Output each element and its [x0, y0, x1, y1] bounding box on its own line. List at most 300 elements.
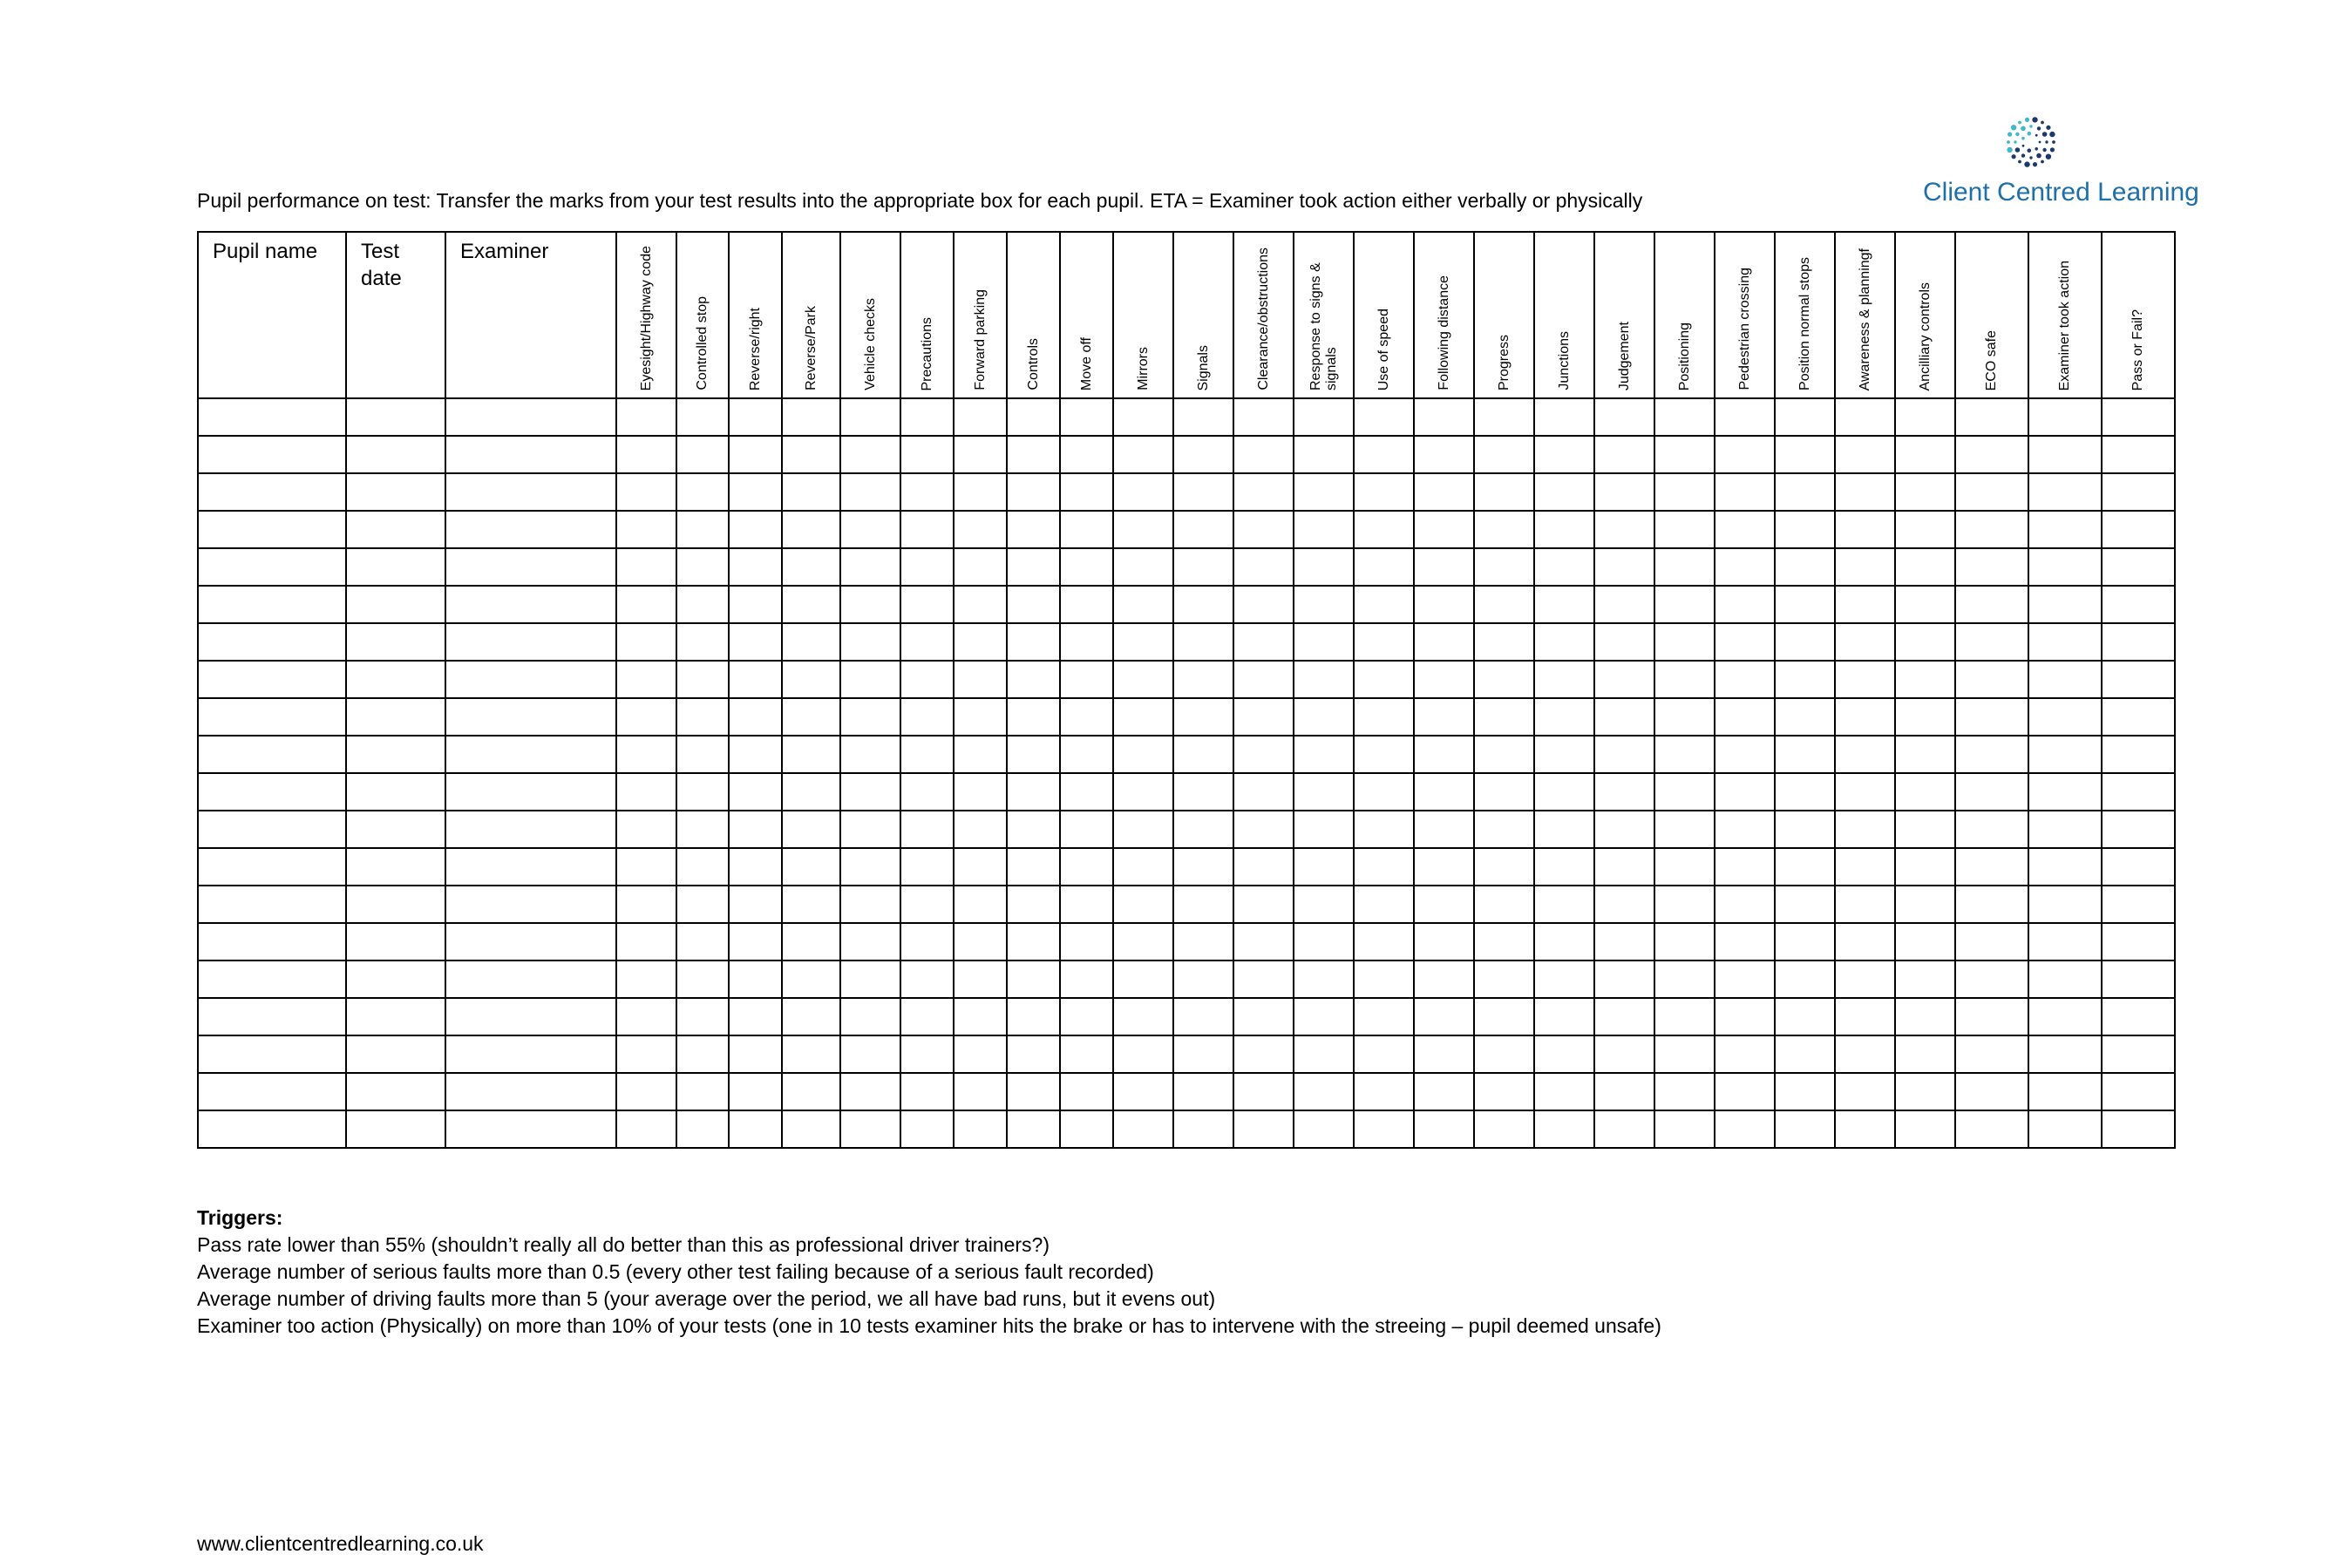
- table-cell[interactable]: [1835, 736, 1895, 773]
- table-cell[interactable]: [900, 623, 954, 661]
- table-cell[interactable]: [1173, 1110, 1233, 1148]
- table-cell[interactable]: [1895, 773, 1955, 811]
- table-cell[interactable]: [445, 398, 616, 436]
- table-cell[interactable]: [1654, 886, 1715, 923]
- table-cell[interactable]: [1354, 473, 1414, 511]
- table-cell[interactable]: [1354, 960, 1414, 998]
- table-cell[interactable]: [1534, 698, 1594, 736]
- table-cell[interactable]: [616, 473, 676, 511]
- table-cell[interactable]: [1715, 398, 1775, 436]
- table-cell[interactable]: [445, 1110, 616, 1148]
- table-cell[interactable]: [954, 811, 1007, 848]
- table-cell[interactable]: [1060, 623, 1113, 661]
- table-cell[interactable]: [1007, 586, 1060, 623]
- table-cell[interactable]: [840, 511, 900, 548]
- table-cell[interactable]: [900, 736, 954, 773]
- table-cell[interactable]: [2102, 586, 2175, 623]
- table-cell[interactable]: [1534, 436, 1594, 473]
- table-cell[interactable]: [782, 923, 840, 960]
- table-cell[interactable]: [1173, 548, 1233, 586]
- table-cell[interactable]: [1294, 436, 1354, 473]
- table-cell[interactable]: [1294, 1073, 1354, 1110]
- table-cell[interactable]: [900, 586, 954, 623]
- table-cell[interactable]: [445, 473, 616, 511]
- table-cell[interactable]: [1534, 1073, 1594, 1110]
- table-cell[interactable]: [1895, 436, 1955, 473]
- table-cell[interactable]: [1173, 436, 1233, 473]
- table-cell[interactable]: [1354, 623, 1414, 661]
- table-cell[interactable]: [2028, 398, 2102, 436]
- table-cell[interactable]: [900, 811, 954, 848]
- table-cell[interactable]: [2102, 473, 2175, 511]
- table-cell[interactable]: [1955, 1110, 2028, 1148]
- table-cell[interactable]: [900, 773, 954, 811]
- table-cell[interactable]: [445, 773, 616, 811]
- table-cell[interactable]: [1835, 960, 1895, 998]
- table-cell[interactable]: [782, 998, 840, 1035]
- table-cell[interactable]: [1233, 698, 1294, 736]
- table-cell[interactable]: [676, 511, 729, 548]
- table-cell[interactable]: [782, 661, 840, 698]
- table-cell[interactable]: [1060, 773, 1113, 811]
- table-cell[interactable]: [1955, 1073, 2028, 1110]
- table-cell[interactable]: [840, 736, 900, 773]
- table-cell[interactable]: [1474, 1035, 1534, 1073]
- table-cell[interactable]: [1895, 923, 1955, 960]
- table-cell[interactable]: [1594, 923, 1654, 960]
- table-cell[interactable]: [1294, 698, 1354, 736]
- table-cell[interactable]: [346, 811, 445, 848]
- table-cell[interactable]: [1654, 1073, 1715, 1110]
- table-cell[interactable]: [1173, 736, 1233, 773]
- table-cell[interactable]: [1955, 698, 2028, 736]
- table-cell[interactable]: [1654, 473, 1715, 511]
- table-cell[interactable]: [1173, 623, 1233, 661]
- table-cell[interactable]: [1955, 398, 2028, 436]
- table-cell[interactable]: [1233, 923, 1294, 960]
- table-cell[interactable]: [2102, 1073, 2175, 1110]
- table-cell[interactable]: [1534, 998, 1594, 1035]
- table-cell[interactable]: [1414, 1035, 1474, 1073]
- table-cell[interactable]: [1294, 886, 1354, 923]
- table-cell[interactable]: [1715, 736, 1775, 773]
- table-cell[interactable]: [1654, 848, 1715, 886]
- table-cell[interactable]: [1474, 586, 1534, 623]
- table-cell[interactable]: [1354, 698, 1414, 736]
- table-cell[interactable]: [616, 436, 676, 473]
- table-cell[interactable]: [1173, 1073, 1233, 1110]
- table-cell[interactable]: [1007, 811, 1060, 848]
- table-cell[interactable]: [2102, 398, 2175, 436]
- table-cell[interactable]: [1594, 773, 1654, 811]
- table-cell[interactable]: [676, 436, 729, 473]
- table-cell[interactable]: [1835, 586, 1895, 623]
- table-cell[interactable]: [1654, 511, 1715, 548]
- table-cell[interactable]: [1060, 473, 1113, 511]
- table-cell[interactable]: [616, 1073, 676, 1110]
- table-cell[interactable]: [1715, 661, 1775, 698]
- table-cell[interactable]: [729, 886, 782, 923]
- table-cell[interactable]: [616, 811, 676, 848]
- table-cell[interactable]: [1414, 586, 1474, 623]
- table-cell[interactable]: [1775, 586, 1835, 623]
- table-cell[interactable]: [346, 773, 445, 811]
- table-cell[interactable]: [1775, 1073, 1835, 1110]
- table-cell[interactable]: [1594, 661, 1654, 698]
- table-cell[interactable]: [1233, 848, 1294, 886]
- table-cell[interactable]: [900, 1110, 954, 1148]
- table-cell[interactable]: [954, 511, 1007, 548]
- table-cell[interactable]: [1233, 398, 1294, 436]
- table-cell[interactable]: [1895, 398, 1955, 436]
- table-cell[interactable]: [840, 586, 900, 623]
- table-cell[interactable]: [1474, 998, 1534, 1035]
- table-cell[interactable]: [729, 698, 782, 736]
- table-cell[interactable]: [1007, 736, 1060, 773]
- table-cell[interactable]: [1654, 661, 1715, 698]
- table-cell[interactable]: [2102, 736, 2175, 773]
- table-cell[interactable]: [840, 436, 900, 473]
- table-cell[interactable]: [1414, 398, 1474, 436]
- table-cell[interactable]: [1233, 1073, 1294, 1110]
- table-cell[interactable]: [1060, 848, 1113, 886]
- table-cell[interactable]: [1534, 511, 1594, 548]
- table-cell[interactable]: [1414, 811, 1474, 848]
- table-cell[interactable]: [2028, 886, 2102, 923]
- table-cell[interactable]: [1233, 773, 1294, 811]
- table-cell[interactable]: [1113, 811, 1173, 848]
- table-cell[interactable]: [1715, 586, 1775, 623]
- table-cell[interactable]: [2028, 548, 2102, 586]
- table-cell[interactable]: [1173, 923, 1233, 960]
- table-cell[interactable]: [1007, 511, 1060, 548]
- table-cell[interactable]: [1060, 398, 1113, 436]
- table-cell[interactable]: [1173, 886, 1233, 923]
- table-cell[interactable]: [1173, 773, 1233, 811]
- table-cell[interactable]: [1715, 923, 1775, 960]
- table-cell[interactable]: [1233, 811, 1294, 848]
- table-cell[interactable]: [1060, 511, 1113, 548]
- table-cell[interactable]: [346, 1110, 445, 1148]
- table-cell[interactable]: [1060, 923, 1113, 960]
- table-cell[interactable]: [1294, 548, 1354, 586]
- table-cell[interactable]: [900, 398, 954, 436]
- table-cell[interactable]: [676, 661, 729, 698]
- table-cell[interactable]: [900, 886, 954, 923]
- table-cell[interactable]: [729, 923, 782, 960]
- table-cell[interactable]: [198, 736, 346, 773]
- table-cell[interactable]: [346, 586, 445, 623]
- table-cell[interactable]: [1113, 698, 1173, 736]
- table-cell[interactable]: [1654, 623, 1715, 661]
- table-cell[interactable]: [2028, 998, 2102, 1035]
- table-cell[interactable]: [782, 398, 840, 436]
- table-cell[interactable]: [1354, 886, 1414, 923]
- table-cell[interactable]: [1654, 398, 1715, 436]
- table-cell[interactable]: [729, 811, 782, 848]
- table-cell[interactable]: [616, 398, 676, 436]
- table-cell[interactable]: [1955, 998, 2028, 1035]
- table-cell[interactable]: [1007, 773, 1060, 811]
- table-cell[interactable]: [198, 661, 346, 698]
- table-cell[interactable]: [1715, 1035, 1775, 1073]
- table-cell[interactable]: [840, 848, 900, 886]
- table-cell[interactable]: [900, 661, 954, 698]
- table-cell[interactable]: [1594, 886, 1654, 923]
- table-cell[interactable]: [616, 773, 676, 811]
- table-cell[interactable]: [1654, 548, 1715, 586]
- table-cell[interactable]: [676, 811, 729, 848]
- table-cell[interactable]: [198, 923, 346, 960]
- table-cell[interactable]: [1895, 998, 1955, 1035]
- table-cell[interactable]: [1007, 661, 1060, 698]
- table-cell[interactable]: [198, 548, 346, 586]
- table-cell[interactable]: [346, 960, 445, 998]
- table-cell[interactable]: [1594, 736, 1654, 773]
- table-cell[interactable]: [1233, 1035, 1294, 1073]
- table-cell[interactable]: [1474, 511, 1534, 548]
- table-cell[interactable]: [1414, 998, 1474, 1035]
- table-cell[interactable]: [782, 548, 840, 586]
- table-cell[interactable]: [1835, 1035, 1895, 1073]
- table-cell[interactable]: [2102, 811, 2175, 848]
- table-cell[interactable]: [1113, 848, 1173, 886]
- table-cell[interactable]: [954, 398, 1007, 436]
- table-cell[interactable]: [1354, 923, 1414, 960]
- table-cell[interactable]: [1474, 960, 1534, 998]
- table-cell[interactable]: [1113, 998, 1173, 1035]
- table-cell[interactable]: [616, 848, 676, 886]
- table-cell[interactable]: [198, 886, 346, 923]
- table-cell[interactable]: [1594, 586, 1654, 623]
- table-cell[interactable]: [1414, 473, 1474, 511]
- table-cell[interactable]: [1474, 736, 1534, 773]
- table-cell[interactable]: [1715, 848, 1775, 886]
- table-cell[interactable]: [729, 1110, 782, 1148]
- table-cell[interactable]: [954, 698, 1007, 736]
- table-cell[interactable]: [1775, 473, 1835, 511]
- table-cell[interactable]: [198, 473, 346, 511]
- table-cell[interactable]: [900, 548, 954, 586]
- table-cell[interactable]: [1534, 960, 1594, 998]
- table-cell[interactable]: [1354, 436, 1414, 473]
- table-cell[interactable]: [1594, 998, 1654, 1035]
- table-cell[interactable]: [1835, 923, 1895, 960]
- table-cell[interactable]: [1594, 473, 1654, 511]
- table-cell[interactable]: [1955, 736, 2028, 773]
- table-cell[interactable]: [616, 548, 676, 586]
- table-cell[interactable]: [1414, 698, 1474, 736]
- table-cell[interactable]: [198, 623, 346, 661]
- table-cell[interactable]: [1007, 1035, 1060, 1073]
- table-cell[interactable]: [1955, 811, 2028, 848]
- table-cell[interactable]: [676, 923, 729, 960]
- table-cell[interactable]: [445, 548, 616, 586]
- table-cell[interactable]: [1474, 923, 1534, 960]
- table-cell[interactable]: [729, 736, 782, 773]
- table-cell[interactable]: [1173, 586, 1233, 623]
- table-cell[interactable]: [616, 511, 676, 548]
- table-cell[interactable]: [1007, 698, 1060, 736]
- table-cell[interactable]: [954, 736, 1007, 773]
- table-cell[interactable]: [1113, 1035, 1173, 1073]
- table-cell[interactable]: [1294, 848, 1354, 886]
- table-cell[interactable]: [1233, 998, 1294, 1035]
- table-cell[interactable]: [198, 998, 346, 1035]
- table-cell[interactable]: [1775, 436, 1835, 473]
- table-cell[interactable]: [346, 736, 445, 773]
- table-cell[interactable]: [729, 473, 782, 511]
- table-cell[interactable]: [445, 886, 616, 923]
- table-cell[interactable]: [1474, 698, 1534, 736]
- table-cell[interactable]: [1294, 736, 1354, 773]
- table-cell[interactable]: [1835, 473, 1895, 511]
- table-cell[interactable]: [1955, 923, 2028, 960]
- table-cell[interactable]: [1233, 511, 1294, 548]
- table-cell[interactable]: [954, 923, 1007, 960]
- table-cell[interactable]: [1294, 473, 1354, 511]
- table-cell[interactable]: [676, 586, 729, 623]
- table-cell[interactable]: [1173, 398, 1233, 436]
- table-cell[interactable]: [1354, 736, 1414, 773]
- table-cell[interactable]: [1354, 586, 1414, 623]
- table-cell[interactable]: [1414, 1110, 1474, 1148]
- table-cell[interactable]: [1294, 811, 1354, 848]
- table-cell[interactable]: [1173, 811, 1233, 848]
- table-cell[interactable]: [346, 623, 445, 661]
- table-cell[interactable]: [1474, 811, 1534, 848]
- table-cell[interactable]: [346, 1073, 445, 1110]
- table-cell[interactable]: [1594, 1035, 1654, 1073]
- table-cell[interactable]: [1955, 436, 2028, 473]
- table-cell[interactable]: [782, 436, 840, 473]
- table-cell[interactable]: [1294, 960, 1354, 998]
- table-cell[interactable]: [1474, 1110, 1534, 1148]
- table-cell[interactable]: [840, 773, 900, 811]
- table-cell[interactable]: [1294, 773, 1354, 811]
- table-cell[interactable]: [900, 1073, 954, 1110]
- table-cell[interactable]: [1354, 661, 1414, 698]
- table-cell[interactable]: [1534, 623, 1594, 661]
- table-cell[interactable]: [2102, 548, 2175, 586]
- table-cell[interactable]: [445, 661, 616, 698]
- table-cell[interactable]: [1895, 623, 1955, 661]
- table-cell[interactable]: [840, 623, 900, 661]
- table-cell[interactable]: [729, 1073, 782, 1110]
- table-cell[interactable]: [1007, 623, 1060, 661]
- table-cell[interactable]: [346, 548, 445, 586]
- table-cell[interactable]: [1895, 886, 1955, 923]
- table-cell[interactable]: [1775, 398, 1835, 436]
- table-cell[interactable]: [1007, 398, 1060, 436]
- table-cell[interactable]: [1594, 398, 1654, 436]
- table-cell[interactable]: [1060, 1035, 1113, 1073]
- table-cell[interactable]: [1007, 473, 1060, 511]
- table-cell[interactable]: [198, 698, 346, 736]
- table-cell[interactable]: [2028, 586, 2102, 623]
- table-cell[interactable]: [1414, 923, 1474, 960]
- table-cell[interactable]: [1895, 811, 1955, 848]
- table-cell[interactable]: [1007, 886, 1060, 923]
- table-cell[interactable]: [1715, 1110, 1775, 1148]
- table-cell[interactable]: [729, 1035, 782, 1073]
- table-cell[interactable]: [1895, 511, 1955, 548]
- table-cell[interactable]: [1474, 848, 1534, 886]
- table-cell[interactable]: [2028, 661, 2102, 698]
- table-cell[interactable]: [840, 398, 900, 436]
- table-cell[interactable]: [1895, 1035, 1955, 1073]
- table-cell[interactable]: [2028, 436, 2102, 473]
- table-cell[interactable]: [1294, 998, 1354, 1035]
- table-cell[interactable]: [840, 998, 900, 1035]
- table-cell[interactable]: [1414, 548, 1474, 586]
- table-cell[interactable]: [198, 586, 346, 623]
- table-cell[interactable]: [1354, 1073, 1414, 1110]
- table-cell[interactable]: [900, 698, 954, 736]
- table-cell[interactable]: [1294, 398, 1354, 436]
- table-cell[interactable]: [1060, 998, 1113, 1035]
- table-cell[interactable]: [198, 960, 346, 998]
- table-cell[interactable]: [1534, 773, 1594, 811]
- table-cell[interactable]: [1715, 511, 1775, 548]
- table-cell[interactable]: [1594, 623, 1654, 661]
- table-cell[interactable]: [1354, 773, 1414, 811]
- table-cell[interactable]: [2102, 1035, 2175, 1073]
- table-cell[interactable]: [2028, 1110, 2102, 1148]
- table-cell[interactable]: [1955, 848, 2028, 886]
- table-cell[interactable]: [1007, 548, 1060, 586]
- table-cell[interactable]: [1654, 811, 1715, 848]
- table-cell[interactable]: [1294, 586, 1354, 623]
- table-cell[interactable]: [1474, 623, 1534, 661]
- table-cell[interactable]: [1007, 923, 1060, 960]
- table-cell[interactable]: [1955, 548, 2028, 586]
- table-cell[interactable]: [1173, 848, 1233, 886]
- table-cell[interactable]: [1474, 473, 1534, 511]
- table-cell[interactable]: [2102, 923, 2175, 960]
- table-cell[interactable]: [782, 473, 840, 511]
- table-cell[interactable]: [1715, 886, 1775, 923]
- table-cell[interactable]: [729, 998, 782, 1035]
- table-cell[interactable]: [1414, 623, 1474, 661]
- table-cell[interactable]: [445, 923, 616, 960]
- table-cell[interactable]: [676, 886, 729, 923]
- table-cell[interactable]: [1715, 1073, 1775, 1110]
- table-cell[interactable]: [840, 698, 900, 736]
- table-cell[interactable]: [1534, 886, 1594, 923]
- table-cell[interactable]: [1294, 623, 1354, 661]
- table-cell[interactable]: [1414, 848, 1474, 886]
- table-cell[interactable]: [1233, 661, 1294, 698]
- table-cell[interactable]: [198, 811, 346, 848]
- table-cell[interactable]: [346, 1035, 445, 1073]
- table-cell[interactable]: [1895, 1073, 1955, 1110]
- table-cell[interactable]: [198, 1073, 346, 1110]
- table-cell[interactable]: [1060, 960, 1113, 998]
- table-cell[interactable]: [1354, 1035, 1414, 1073]
- table-cell[interactable]: [676, 960, 729, 998]
- table-cell[interactable]: [616, 998, 676, 1035]
- table-cell[interactable]: [1414, 960, 1474, 998]
- table-cell[interactable]: [198, 436, 346, 473]
- table-cell[interactable]: [2102, 848, 2175, 886]
- table-cell[interactable]: [782, 511, 840, 548]
- table-cell[interactable]: [1534, 548, 1594, 586]
- table-cell[interactable]: [445, 848, 616, 886]
- table-cell[interactable]: [1060, 1073, 1113, 1110]
- table-cell[interactable]: [1895, 661, 1955, 698]
- table-cell[interactable]: [1354, 548, 1414, 586]
